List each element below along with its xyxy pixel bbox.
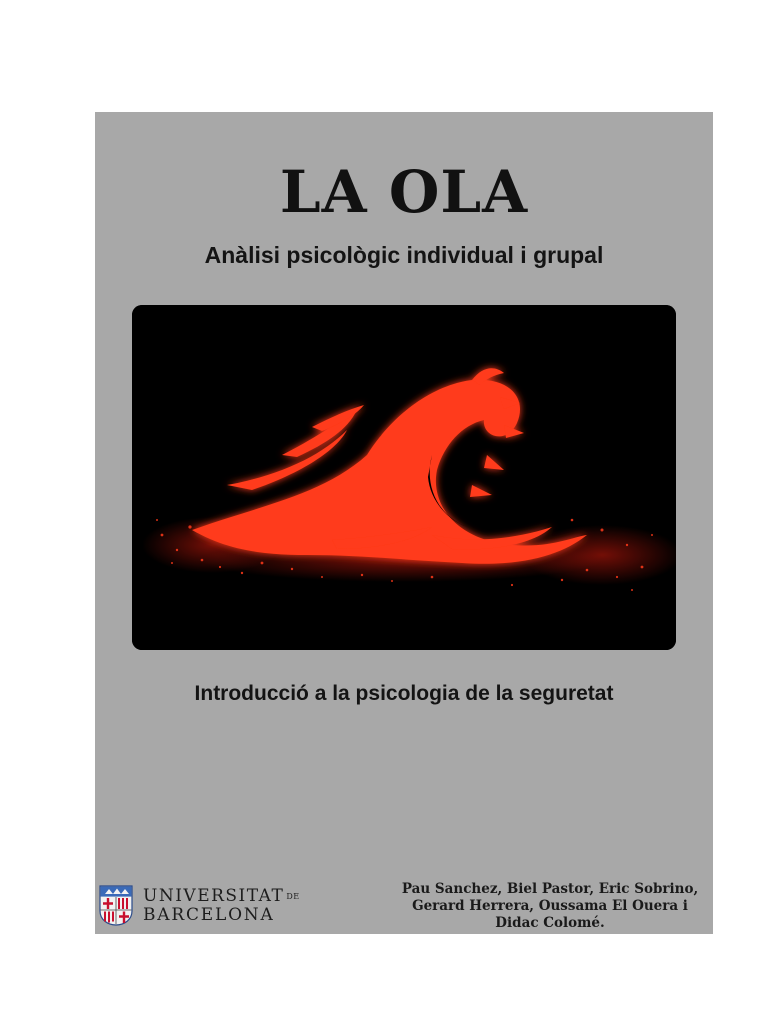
course-name: Introducció a la psicologia de la seguretat <box>194 682 614 705</box>
cover-title: LA OLA <box>279 158 529 226</box>
logo-text-barcelona: BARCELONA <box>143 905 275 925</box>
cover-page <box>95 112 713 934</box>
authors-block <box>395 881 705 932</box>
logo-text-de: DE <box>286 892 300 901</box>
red-wave-illustration-icon <box>132 305 676 650</box>
cover-subtitle: Anàlisi psicològic individual i grupal <box>204 242 604 268</box>
authors-line-1: Pau Sanchez, Biel Pastor, Eric Sobrino, <box>401 881 699 897</box>
university-logo <box>99 884 304 928</box>
authors-line-2: Gerard Herrera, Oussama El Ouera i <box>412 898 688 914</box>
authors-line-3: Didac Colomé. <box>495 915 605 931</box>
logo-text-universitat: UNIVERSITAT DE <box>143 886 300 906</box>
university-crest-icon <box>99 885 133 926</box>
